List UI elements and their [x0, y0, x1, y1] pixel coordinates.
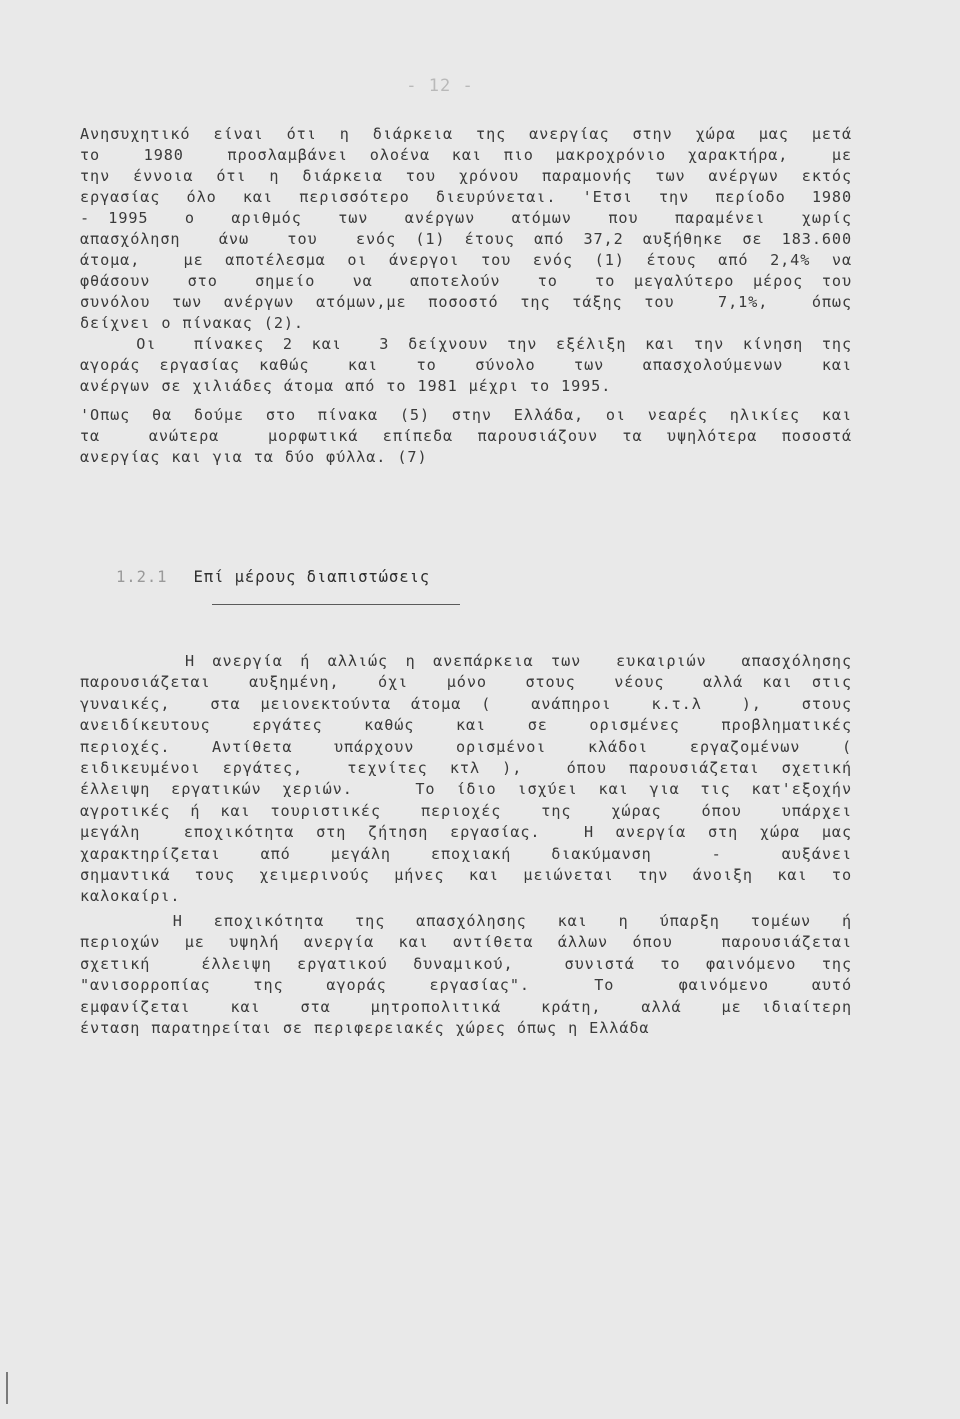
text-line: συνόλου των ανέργων ατόμων,με ποσοστό της τάξης του 7,1%, όπως — [80, 293, 852, 311]
text-line: εμφανίζεται και στα μητροπολιτικά κράτη, αλλά με ιδιαίτερη — [80, 997, 852, 1016]
text-line: δείχνει ο πίνακας (2). — [80, 314, 304, 332]
paragraph-5 — [80, 911, 852, 1039]
text-line: τα ανώτερα μορφωτικά επίπεδα παρουσιάζουν τα υψηλότερα ποσοστά — [80, 427, 852, 445]
text-line: καλοκαίρι. — [80, 887, 181, 906]
text-line: σημαντικά τους χειμερινούς μήνες και μειώνεται την άνοιξη και το — [80, 865, 852, 884]
text-line: έλλειψη εργατικών χεριών. Το ίδιο ισχύει και για τις κατ'εξοχήν — [80, 780, 852, 799]
section-title: Επί μέρους διαπιστώσεις — [193, 568, 431, 586]
text-line: μεγάλη εποχικότητα στη ζήτηση εργασίας. Η ανεργία στη χώρα μας — [80, 823, 852, 842]
text-line: Οι πίνακες 2 και 3 δείχνουν την εξέλιξη και την κίνηση της — [80, 335, 852, 353]
text-line: εργασίας όλο και περισσότερο διευρύνεται. 'Ετσι την περίοδο 1980 — [80, 188, 852, 206]
text-line: - 1995 ο αριθμός των ανέργων ατόμων που παραμένει χωρίς — [80, 209, 852, 227]
text-line: Η εποχικότητα της απασχόλησης και η ύπαρξη τομέων ή — [80, 912, 852, 930]
text-line: ανέργων σε χιλιάδες άτομα από το 1981 μέχρι το 1995. — [80, 377, 612, 395]
text-line: αγροτικές ή και τουριστικές περιοχές της χώρας όπου υπάρχει — [80, 801, 852, 820]
section-heading — [116, 568, 430, 586]
section-number: 1.2.1 — [116, 568, 168, 586]
margin-mark — [6, 1372, 8, 1404]
text-line: ανεργίας και για τα δύο φύλλα. (7) — [80, 448, 428, 466]
text-line: "ανισορροπίας της αγοράς εργασίας". Το φαινόμενο αυτό — [80, 976, 852, 995]
text-line: ειδικευμένοι εργάτες, τεχνίτες κτλ ), όπου παρουσιάζεται σχετική — [80, 758, 852, 777]
text-line: το 1980 προσλαμβάνει ολοένα και πιο μακροχρόνιο χαρακτήρα, με — [80, 146, 852, 164]
text-line: άτομα, με αποτέλεσμα οι άνεργοι του ενός (1) έτους από 2,4% να — [80, 251, 852, 269]
text-line: ένταση παρατηρείται σε περιφερειακές χώρες όπως η Ελλάδα — [80, 1018, 650, 1037]
text-line: περιοχές. Αντίθετα υπάρχουν ορισμένοι κλάδοι εργαζομένων ( — [80, 737, 852, 756]
text-line: φθάσουν στο σημείο να αποτελούν το το μεγαλύτερο μέρος του — [80, 272, 852, 290]
text-line: απασχόληση άνω του ενός (1) έτους από 37,2 αυξήθηκε σε 183.600 — [80, 230, 852, 248]
text-line: Η ανεργία ή αλλιώς η ανεπάρκεια των ευκαιριών απασχόλησης — [80, 652, 852, 670]
text-line: γυναικές, στα μειονεκτούντα άτομα ( ανάπηροι κ.τ.λ ), στους — [80, 694, 852, 713]
text-line: σχετική έλλειψη εργατικού δυναμικού, συνιστά το φαινόμενο της — [80, 954, 852, 973]
paragraph-2 — [80, 334, 852, 397]
text-line: αγοράς εργασίας καθώς και το σύνολο των απασχολούμενων και — [80, 356, 852, 374]
text-line: περιοχών με υψηλή ανεργία και αντίθετα άλλων όπου παρουσιάζεται — [80, 933, 852, 952]
paragraph-1 — [80, 124, 852, 334]
section-underline — [212, 604, 460, 605]
text-line: παρουσιάζεται αυξημένη, όχι μόνο στους νέους αλλά και στις — [80, 673, 852, 692]
text-line: 'Οπως θα δούμε στο πίνακα (5) στην Ελλάδα, οι νεαρές ηλικίες και — [80, 406, 852, 424]
page-number: - 12 - — [406, 76, 474, 96]
paragraph-4 — [80, 651, 852, 908]
text-line: χαρακτηρίζεται από μεγάλη εποχιακή διακύμανση - αυξάνει — [80, 844, 852, 863]
paragraph-3 — [80, 405, 852, 468]
text-line: Ανησυχητικό είναι ότι η διάρκεια της ανεργίας στην χώρα μας μετά — [80, 125, 852, 143]
text-line: την έννοια ότι η διάρκεια του χρόνου παραμονής των ανέργων εκτός — [80, 167, 852, 185]
text-line: ανειδίκευτους εργάτες καθώς και σε ορισμένες προβληματικές — [80, 716, 852, 735]
